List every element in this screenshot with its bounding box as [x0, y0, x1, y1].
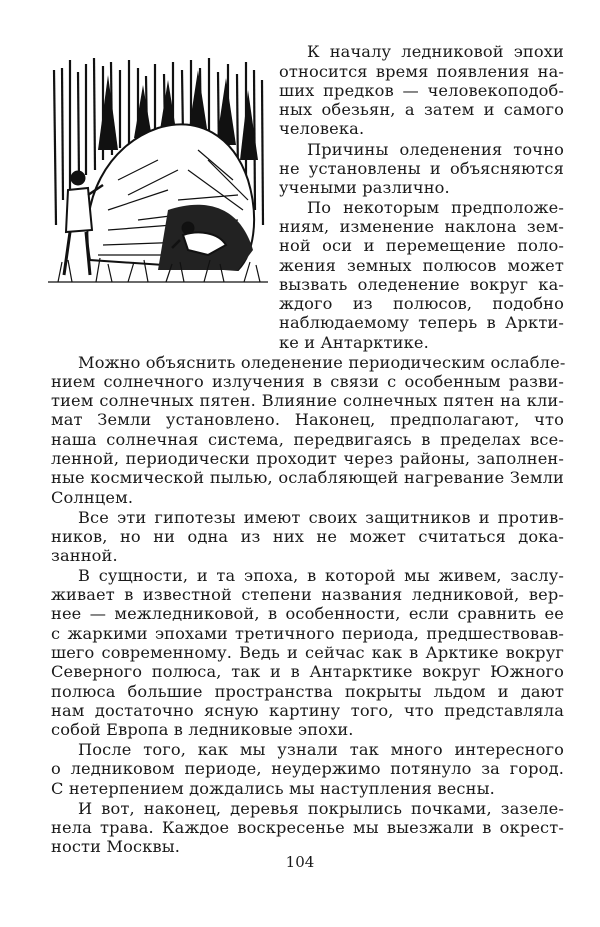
text-line: нам достаточно ясную картину того, что представляла: [51, 701, 564, 720]
text-line: Северного полюса, так и в Антарктике вокруг Южного: [51, 662, 564, 681]
text-line: не установлены и объясняются: [279, 159, 564, 178]
text-line: наблюдаемому теперь в Аркти-: [279, 313, 564, 332]
text-line: ших предков — человекоподоб-: [279, 81, 564, 100]
text-line: нела трава. Каждое воскресенье мы выезжали в окрест-: [51, 818, 564, 837]
boulder-forest-illustration: [48, 50, 270, 288]
text-line: относится время появления на-: [279, 62, 564, 81]
text-line: По некоторым предположе-: [307, 198, 564, 217]
text-line: ных обезьян, а затем и самого: [279, 100, 564, 119]
text-line: С нетерпением дождались мы наступления весны.: [51, 779, 495, 798]
text-line: После того, как мы узнали так много интересного: [78, 740, 564, 759]
text-line: ной оси и перемещение поло-: [279, 236, 564, 255]
text-line: ников, но ни одна из них не может считаться дока-: [51, 527, 564, 546]
text-line: живает в известной степени названия ледниковой, вер-: [51, 585, 564, 604]
text-line: ленной, периодически проходит через районы, заполнен-: [51, 449, 564, 468]
text-line: полюса большие пространства покрыты льдом и дают: [51, 682, 564, 701]
page-number: 104: [285, 853, 315, 871]
text-line: нием солнечного излучения в связи с особенным разви-: [51, 372, 564, 391]
illustration-drawing: [48, 50, 270, 288]
text-line: В сущности, и та эпоха, в которой мы живем, заслу-: [78, 566, 564, 585]
text-line: ниям, изменение наклона зем-: [279, 217, 564, 236]
text-line: вызвать оледенение вокруг ка-: [279, 275, 564, 294]
text-line: человека.: [279, 119, 365, 138]
text-line: наша солнечная система, передвигаясь в пределах все-: [51, 430, 564, 449]
text-line: ке и Антарктике.: [279, 333, 429, 352]
text-line: шего современному. Ведь и сейчас как в Арктике вокруг: [51, 643, 564, 662]
text-line: нее — межледниковой, в особенности, если сравнить ее: [51, 604, 564, 623]
text-line: Причины оледенения точно: [307, 140, 564, 159]
text-line: Солнцем.: [51, 488, 134, 507]
text-line: занной.: [51, 546, 118, 565]
text-line: И вот, наконец, деревья покрылись почками, зазеле-: [78, 799, 564, 818]
text-line: Все эти гипотезы имеют своих защитников и против-: [78, 508, 564, 527]
text-line: Можно объяснить оледенение периодическим ослабле-: [78, 353, 566, 372]
text-line: тием солнечных пятен. Влияние солнечных пятен на кли-: [51, 391, 564, 410]
text-line: с жаркими эпохами третичного периода, предшествовав-: [51, 624, 564, 643]
text-line: ждого из полюсов, подобно: [279, 294, 564, 313]
text-line: ности Москвы.: [51, 837, 181, 856]
text-line: К началу ледниковой эпохи: [307, 42, 564, 61]
text-line: учеными различно.: [279, 178, 450, 197]
text-line: жения земных полюсов может: [279, 256, 564, 275]
text-line: собой Европа в ледниковые эпохи.: [51, 720, 354, 739]
text-line: о ледниковом периоде, неудержимо потянуло за город.: [51, 759, 564, 778]
text-line: ные космической пылью, ослабляющей нагревание Земли: [51, 468, 564, 487]
text-line: мат Земли установлено. Наконец, предполагают, что: [51, 410, 564, 429]
